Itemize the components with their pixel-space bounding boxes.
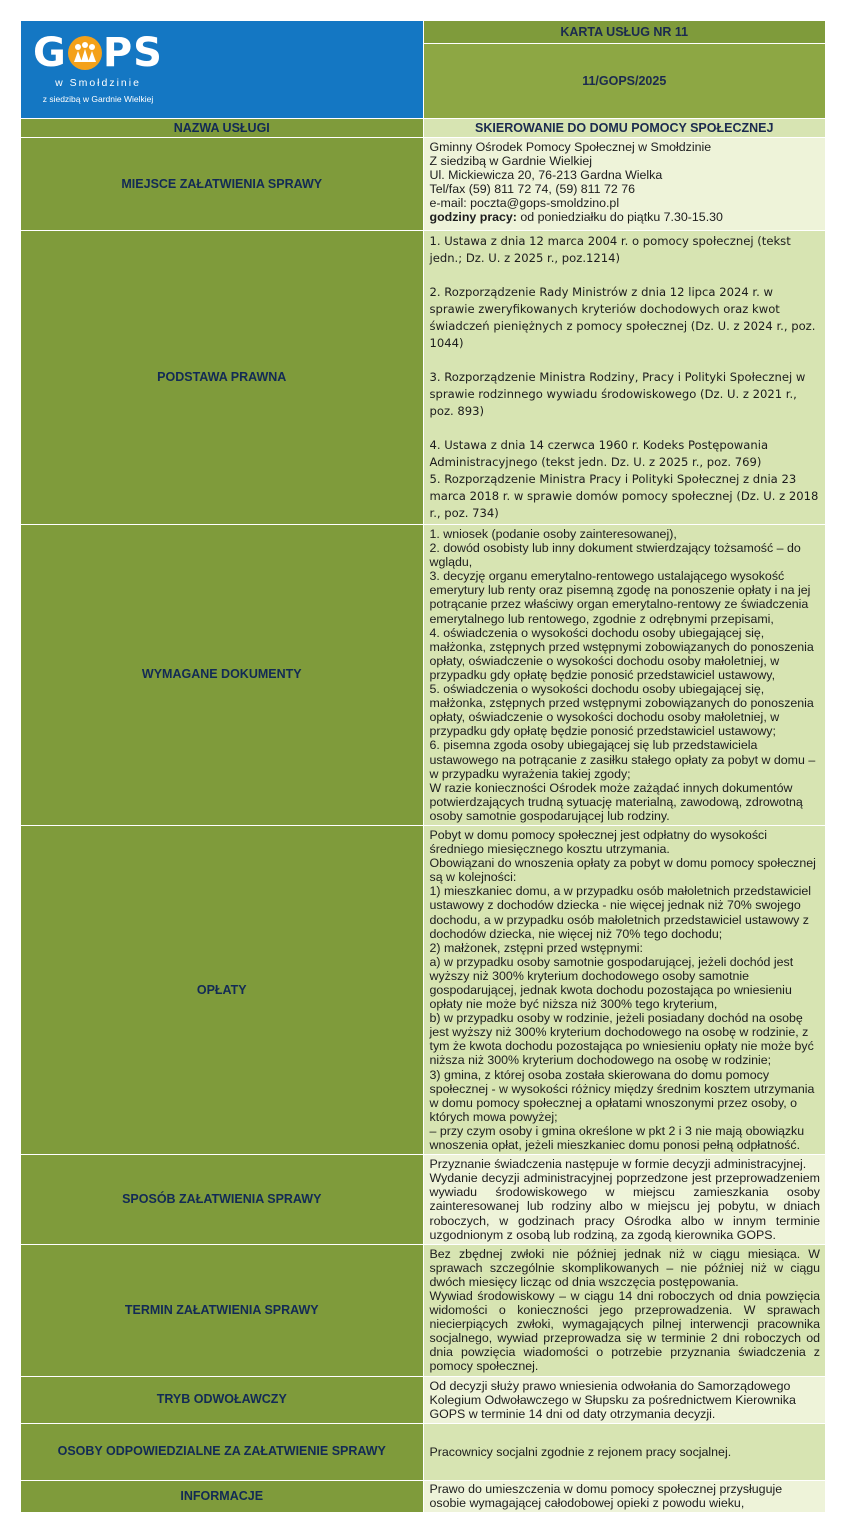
documents-label: WYMAGANE DOKUMENTY — [21, 525, 424, 826]
service-name: SKIEROWANIE DO DOMU POMOCY SPOŁECZNEJ — [423, 119, 826, 138]
legal-label: PODSTAWA PRAWNA — [21, 231, 424, 525]
info-label: INFORMACJE — [21, 1480, 424, 1512]
legal-content — [423, 231, 826, 525]
deadline-item: Bez zbędnej zwłoki nie później jednak niż w ciągu miesiąca. W sprawach szczególnie skomplikowanych – nie później niż w ciągu dwóch miesięcy licząc od dnia wszczęcia postępowania. — [429, 1246, 820, 1289]
responsible-content: Pracownicy socjalni zgodnie z rejonem pracy socjalnej. — [423, 1423, 826, 1480]
appeal-label: TRYB ODWOŁAWCZY — [21, 1376, 424, 1423]
documents-content — [423, 525, 826, 826]
appeal-content: Od decyzji służy prawo wniesienia odwołania do Samorządowego Kolegium Odwoławczego w Słupsku za pośrednictwem Kierownika GOPS w terminie 14 dni od daty otrzymania decyzji. — [423, 1376, 826, 1423]
logo-subtitle: w Smołdzinie — [55, 77, 141, 90]
deadline-content — [423, 1244, 826, 1376]
document-item: 2. dowód osobisty lub inny dokument stwierdzający tożsamość – do wglądu, — [429, 541, 801, 570]
fee-item: 1) mieszkaniec domu, a w przypadku osób małoletnich przedstawiciel ustawowy z dochodów dziecka - nie więcej jednak niż 70% swojego dochodu, a w przypadku osób małoletnich przedstawiciel ustawowy z dochodów dziecka, nie więcej niż 70% tego dochodu; — [429, 884, 812, 941]
place-line: e-mail: poczta@gops-smoldzino.pl — [429, 196, 620, 211]
card-number: 11/GOPS/2025 — [423, 44, 826, 119]
legal-item: 5. Rozporządzenie Ministra Pracy i Polityki Społecznej z dnia 23 marca 2018 r. w sprawie domów pomocy społecznej (Dz. U. z 2018 r., poz. 734) — [429, 472, 819, 520]
legal-item: 4. Ustawa z dnia 14 czerwca 1960 r. Kodeks Postępowania Administracyjnego (tekst jedn. Dz. U. z 2025 r., poz. 769) — [429, 438, 769, 469]
service-card-table — [20, 20, 826, 1513]
method-content — [423, 1155, 826, 1245]
method-item: Wydanie decyzji administracyjnej poprzedzone jest przeprowadzeniem wywiadu środowiskowego w miejscu zamieszkania osoby zainteresowanej lub rodziny albo w miejscu jej pobytu, w dniach roboczych, w godzinach pracy Ośrodka albo w innym terminie uzgodnionym z osobą lub rodziną, za zgodą kierownika GOPS. — [429, 1171, 820, 1242]
place-line: Gminny Ośrodek Pomocy Społecznej w Smołdzinie — [429, 140, 712, 154]
card-title: KARTA USŁUG NR 11 — [423, 21, 826, 44]
people-icon — [68, 36, 102, 70]
fee-item: – przy czym osoby i gmina określone w pkt 2 i 3 nie mają obowiązku wnoszenia opłat, jeżeli mieszkaniec domu ponosi pełną odpłatność. — [429, 1123, 805, 1153]
document-item: 1. wniosek (podanie osoby zainteresowanej), — [429, 527, 677, 541]
hours-label: godziny pracy: — [429, 210, 517, 225]
office-hours — [430, 210, 821, 224]
document-item: 3. decyzję organu emerytalno-rentowego ustalającego wysokość emerytury lub renty oraz pisemną zgodę na ponoszenie opłaty i na jej potrącanie przez właściwy organ emerytalno-rentowy ze świadczenia emerytalnego lub rentowego, zgodnie z odrębnymi przepisami, — [429, 569, 811, 626]
fee-item: b) w przypadku osoby w rodzinie, jeżeli posiadany dochód na osobę jest wyższy niż 300% kryterium dochodowego na osobę w rodzinie, z tym że kwota dochodu pozostająca po wniesieniu opłaty nie może być niższa niż 300% kryterium dochodowego na osobę w rodzinie; — [429, 1011, 814, 1068]
fees-label: OPŁATY — [21, 825, 424, 1154]
service-card — [20, 20, 826, 1510]
place-line: Tel/fax (59) 811 72 74, (59) 811 72 76 — [429, 182, 635, 197]
document-item: 6. pisemna zgoda osoby ubiegającej się lub przedstawiciela ustawowego na potrącanie z zasiłku stałego opłaty za pobyt w domu – w przypadku wyrażenia takiej zgody; — [429, 738, 816, 781]
deadline-label: TERMIN ZAŁATWIENIA SPRAWY — [21, 1244, 424, 1376]
fees-content — [423, 825, 826, 1154]
place-content — [423, 138, 826, 231]
legal-item: 1. Ustawa z dnia 12 marca 2004 r. o pomocy społecznej (tekst jedn.; Dz. U. z 2025 r., poz.1214) — [429, 234, 791, 265]
legal-item: 3. Rozporządzenie Ministra Rodziny, Pracy i Polityki Społecznej w sprawie rodzinnego wywiadu środowiskowego (Dz. U. z 2021 r., poz. 893) — [429, 370, 806, 418]
logo-subtitle-2: z siedzibą w Gardnie Wielkiej — [42, 93, 154, 104]
place-line: Z siedzibą w Gardnie Wielkiej — [429, 154, 593, 169]
fee-item: Obowiązani do wnoszenia opłaty za pobyt w domu pomocy społecznej są w kolejności: — [429, 856, 816, 885]
legal-item: 2. Rozporządzenie Rady Ministrów z dnia 12 lipca 2024 r. w sprawie zweryfikowanych kryteriów dochodowych oraz kwot świadczeń pieniężnych z pomocy społecznej (Dz. U. z 2024 r., poz. 1044) — [429, 285, 816, 350]
logo-cell — [21, 21, 424, 119]
service-label: NAZWA USŁUGI — [21, 119, 424, 138]
document-item: 5. oświadczenia o wysokości dochodu osoby ubiegającej się, małżonka, zstępnych przed wstępnymi zobowiązanych do ponoszenia opłaty, oświadczenie o wysokości dochodu osoby małoletniej, w przypadku gdy opłatę będzie ponosić przedstawiciel ustawowy; — [429, 682, 814, 739]
method-item: Przyznanie świadczenia następuje w formie decyzji administracyjnej. — [429, 1157, 807, 1172]
document-item: 4. oświadczenia o wysokości dochodu osoby ubiegającej się, małżonka, zstępnych przed wstępnymi zobowiązanych do ponoszenia opłaty, oświadczenie o wysokości dochodu osoby małoletniej, w przypadku gdy opłatę będzie ponosić przedstawiciel ustawowy, — [429, 625, 814, 682]
deadline-item: Wywiad środowiskowy – w ciągu 14 dni roboczych od dnia powzięcia widomości o konieczności jego przeprowadzenia. W sprawach niecierpiących zwłoki, wymagających pilnej interwencji pracownika socjalnego, wywiad przeprowadza się w terminie 2 dni roboczych od dnia powzięcia wiadomości o potrzebie przyznania świadczenia z pomocy społecznej. — [429, 1288, 820, 1374]
place-line: Ul. Mickiewicza 20, 76-213 Gardna Wielka — [429, 168, 663, 183]
method-label: SPOSÓB ZAŁATWIENIA SPRAWY — [21, 1155, 424, 1245]
info-content: Prawo do umieszczenia w domu pomocy społecznej przysługuje osobie wymagającej całodobowej opieki z powodu wieku, — [423, 1480, 826, 1512]
fee-item: a) w przypadku osoby samotnie gospodarującej, jeżeli dochód jest wyższy niż 300% kryterium dochodowego osoby samotnie gospodarującej, jednak kwota dochodu pozostająca po wniesieniu opłaty nie może być niższa niż 300% tego kryterium, — [429, 954, 794, 1012]
document-note: W razie konieczności Ośrodek może zażądać innych dokumentów potwierdzających trudną sytuację materialną, zawodową, zdrowotną osoby samotnie gospodarującej lub rodziny. — [429, 780, 803, 823]
responsible-label: OSOBY ODPOWIEDZIALNE ZA ZAŁATWIENIE SPRAWY — [21, 1423, 424, 1480]
fee-item: Pobyt w domu pomocy społecznej jest odpłatny do wysokości średniego miesięcznego kosztu utrzymania. — [429, 827, 767, 857]
hours-value: od poniedziałku do piątku 7.30-15.30 — [516, 210, 723, 225]
fee-item: 3) gmina, z której osoba została skierowana do domu pomocy społecznej - w wysokości różnicy między średnim kosztem utrzymania w domu pomocy społecznej a opłatami wnoszonymi przez osoby, o których mowa powyżej; — [429, 1067, 815, 1124]
fee-item: 2) małżonek, zstępni przed wstępnymi: — [429, 940, 643, 955]
place-label: MIEJSCE ZAŁATWIENIA SPRAWY — [21, 138, 424, 231]
logo-wordmark: G PS — [33, 30, 163, 77]
gops-logo — [21, 22, 175, 118]
